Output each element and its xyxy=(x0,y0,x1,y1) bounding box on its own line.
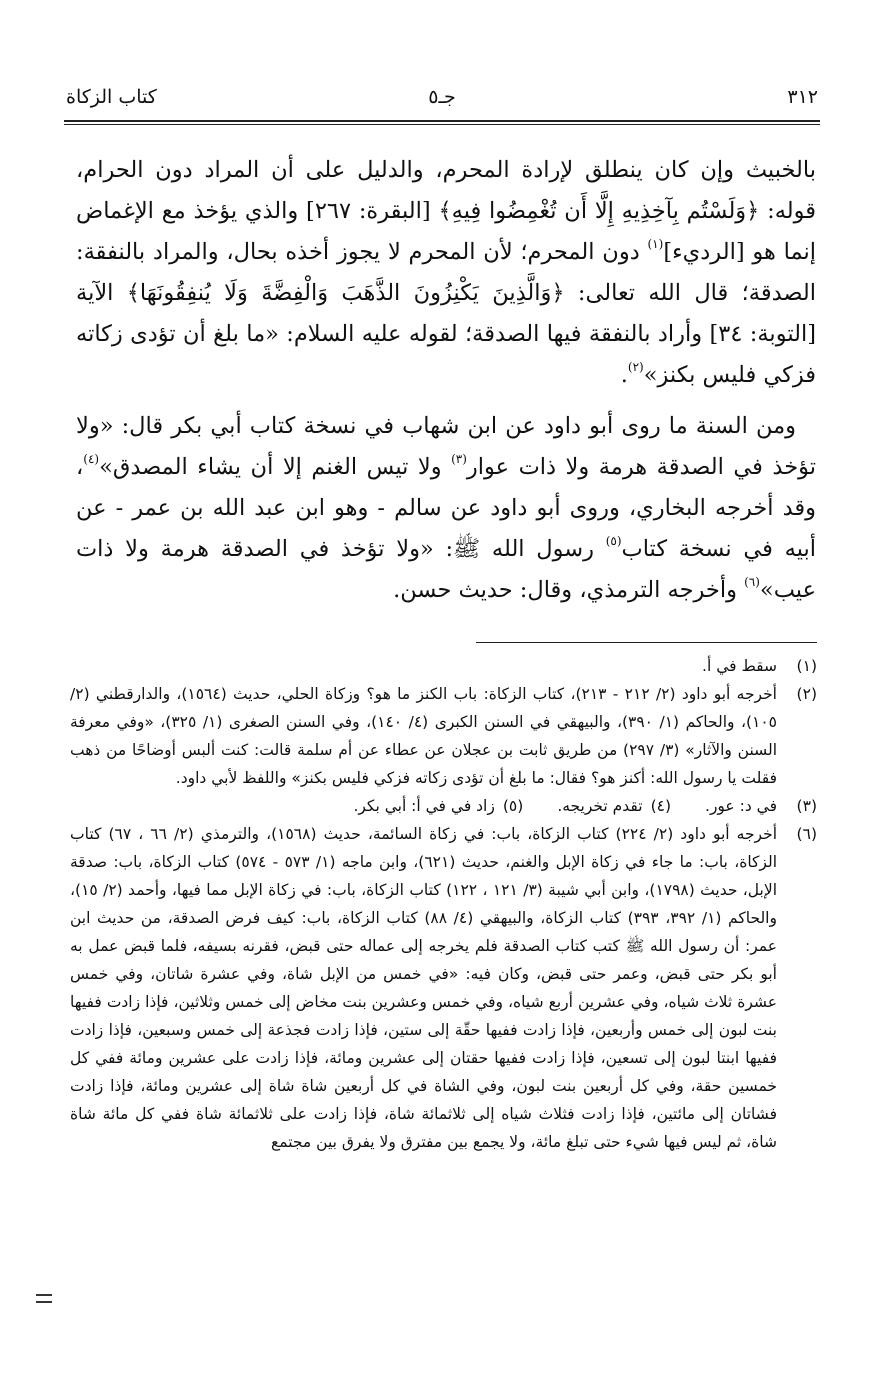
footnotes-3-5 xyxy=(70,792,817,820)
note-ref-1[interactable]: (١) xyxy=(647,237,664,251)
footnote-4 xyxy=(557,792,671,820)
text-run: بالخبيث وإن كان ينطلق لإرادة المحرم، والدليل على أن المراد دون الحرام، xyxy=(76,157,816,183)
footnote-number: (٢) xyxy=(796,685,817,703)
note-ref-4[interactable]: (٤) xyxy=(83,452,100,466)
text-run: دون المحرم؛ لأن المحرم لا يجوز أخذه بحال، xyxy=(226,239,648,265)
footnote-text: أخرجه أبو داود (٢/ ٢٢٤) كتاب الزكاة، باب: في زكاة السائمة، حديث (١٥٦٨)، والترمذي (٢/ ٦٦ ، ٦٧) كتاب الزكاة، باب: ما جاء في زكاة الإبل والغنم، حديث (٦٢١)، وابن ماجه (١/ ٥٧٣ - ٥٧٤) كتاب الزكاة، باب: صدقة الإبل، حديث (١٧٩٨)، وابن أبي شيبة (٣/ ١٢١ ، ١٢٢) كتاب الزكاة، باب: في زكاة الإبل مما فيها، وأحمد (٢/ ١٥)، والحاكم (١/ ٣٩٢، ٣٩٣) كتاب الزكاة، والبيهقي (٤/ ٨٨) كتاب الزكاة، باب: كيف فرض الصدقة، من حديث ابن عمر: أن رسول الله ﷺ كتب كتاب الصدقة فلم يخرجه إلى عماله حتى قبض، فقرنه بسيفه، فلما قبض عمل به أبو بكر حتى قبض، وعمر حتى قبض، وكان فيه: «في خمس من الإبل شاة، وفي عشرة شاتان، وفي خمس عشرة ثلاث شياه، وفي عشرين أربع شياه، وفي خمس وعشرين بنت مخاض إلى خمس وثلاثين، فإذا زادت ففيها بنت لبون إلى خمس وأربعين، فإذا زادت ففيها حقّة إلى ستين، فإذا زادت فجذعة إلى خمس وسبعين، فإذا زادت ففيها ابنتا لبون إلى تسعين، فإذا زادت ففيها حقتان إلى عشرين ومائة، فإذا زادت على عشرين ومائة ففي كل خمسين حقة، وفي كل أربعين بنت لبون، وفي الشاة في كل أربعين شاة شاة إلى عشرين ومائة، فإذا زادت فشاتان إلى مائتين، فإذا زادت فثلاث شياه إلى ثلاثمائة شاة، فإذا زادت على ثلاثمائة شاة ففي كل مائة شاة شاة، ثم ليس فيها شيء حتى تبلغ مائة، ولا يجمع بين مفترق ولا يفرق بين مجتمع xyxy=(70,825,778,1151)
text-run: الله بن عمر - عن أبيه في نسخة كتاب xyxy=(76,495,817,562)
footnote-3 xyxy=(705,792,817,820)
text-run: «ولا تؤخذ في الصدقة هرمة ولا ذات عوار xyxy=(76,413,817,480)
footnote-number: (٣) xyxy=(796,797,817,815)
text-run: ولا تيس الغنم إلا أن يشاء xyxy=(197,454,452,480)
continuation-mark xyxy=(36,1294,52,1303)
text-run: . xyxy=(620,362,628,388)
text-run: الصدقة هرمة ولا ذات عيب» xyxy=(76,536,816,603)
footnote-text: زاد في في أ: أبي بكر. xyxy=(353,797,495,815)
text-run: ومن السنة ما روى أبو داود عن ابن شهاب في نسخة كتاب أبي بكر قال: xyxy=(121,413,796,439)
footnote-separator xyxy=(476,642,817,643)
text-run: أن تؤدى زكاته فزكي فليس بكنز» xyxy=(76,321,816,388)
footnote-number: (٤) xyxy=(650,797,672,815)
paragraph-2 xyxy=(76,406,816,611)
volume-number: جـ٥ xyxy=(428,86,456,108)
footnotes xyxy=(70,652,817,1156)
text-run: والمراد بالنفقة: الصدقة؛ قال الله تعالى: ﴿وَالَّذِينَ يَكْنِزُونَ الذَّهَبَ وَالْفِضَّةَ وَلَا xyxy=(76,239,817,306)
footnote-text: في د: عور. xyxy=(705,797,777,815)
note-ref-6[interactable]: (٦) xyxy=(744,575,760,589)
header-rule xyxy=(64,120,820,125)
footnote-6 xyxy=(70,820,817,1156)
footnote-number: (١) xyxy=(796,657,817,675)
text-run: المصدق» xyxy=(99,454,188,480)
footnote-number: (٥) xyxy=(502,797,524,815)
text-run: قوله: ﴿وَلَسْتُم بِآخِذِيهِ إِلَّا أَن تُغْمِضُوا فِيهِ﴾ [البقرة: ٢٦٧] والذي يؤخذ مع xyxy=(161,198,817,224)
text-run: الإغماض إنما هو [الرديء] xyxy=(76,198,816,265)
paragraph-1 xyxy=(76,150,816,396)
note-ref-2[interactable]: (٢) xyxy=(627,360,644,374)
page-number: ٣١٢ xyxy=(787,86,818,108)
note-ref-5[interactable]: (٥) xyxy=(605,534,622,548)
footnote-text: سقط في أ. xyxy=(702,657,777,675)
book-title: كتاب الزكاة xyxy=(66,86,157,108)
main-text xyxy=(76,150,816,611)
page-header xyxy=(66,86,818,116)
footnote-text: أخرجه أبو داود (٢/ ٢١٢ - ٢١٣)، كتاب الزكاة: باب الكنز ما هو؟ وزكاة الحلي، حديث (١٥٦٤)، والدارقطني (٢/ ١٠٥)، والحاكم (١/ ٣٩٠)، والبيهقي في السنن الكبرى (٤/ ١٤٠)، وفي السنن الصغرى (١/ ٣٢٥)، «وفي معرفة السنن والآثار» (٣/ ٢٩٧) من طريق ثابت بن عجلان عن عطاء عن أم سلمة قالت: كنت ألبس أوضاحًا من ذهب فقلت يا رسول الله: أكنز هو؟ فقال: ما بلغ أن تؤدى زكاته فزكي فليس بكنز» واللفظ لأبي داود. xyxy=(70,685,778,787)
footnote-5 xyxy=(353,792,523,820)
text-run: ، وقد أخرجه البخاري، وروى أبو داود عن سالم - وهو ابن عبد xyxy=(76,454,816,521)
text-run: وأخرجه الترمذي، وقال: حديث حسن. xyxy=(393,577,745,603)
text-run: رسول الله ﷺ: «ولا تؤخذ في xyxy=(299,536,606,562)
text-run: يُنفِقُونَهَا﴾ الآية [التوبة: ٣٤] وأراد بالنفقة فيها الصدقة؛ لقوله عليه السلام: «ما بلغ xyxy=(76,280,816,347)
footnote-2 xyxy=(70,680,817,792)
note-ref-3[interactable]: (٣) xyxy=(451,452,467,466)
footnote-text: تقدم تخريجه. xyxy=(557,797,643,815)
footnote-1 xyxy=(70,652,817,680)
footnote-number: (٦) xyxy=(796,825,817,843)
